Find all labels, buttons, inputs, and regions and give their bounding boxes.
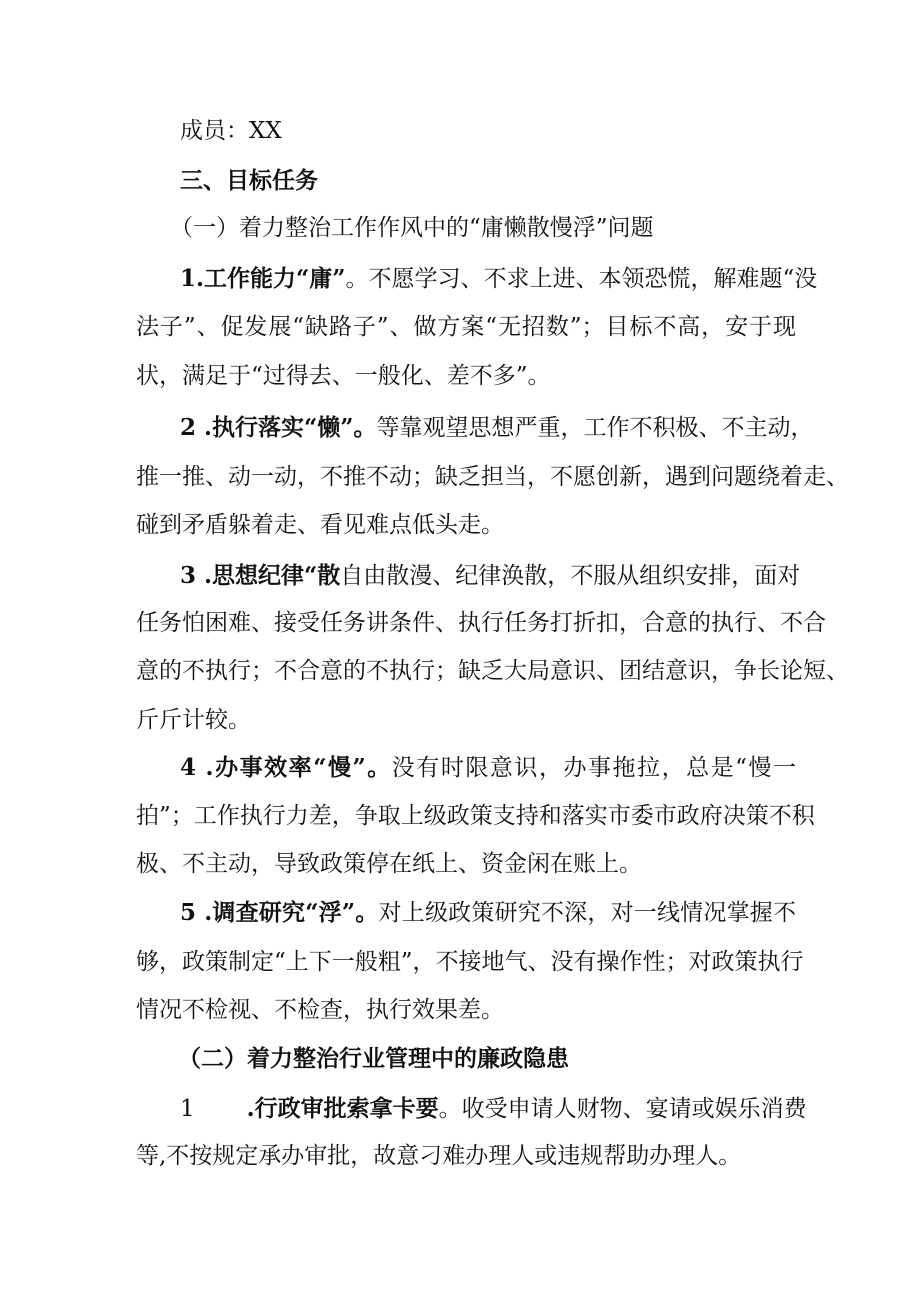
item-1-line-1: 1.工作能力“庸”。不愿学习、不求上进、本领恐慌，解难题“没 — [180, 265, 818, 292]
item-4-line-3: 极、不主动，导致政策停在纸上、资金闲在账上。 — [136, 851, 642, 877]
item-1-line-3: 状，满足于“过得去、一般化、差不多”。 — [136, 363, 551, 389]
item-3-line-1: 3 .思想纪律“散自由散漫、纪律涣散，不服从组织安排，面对 — [180, 562, 801, 589]
item-2-line-1: 2 .执行落实“懒”。等靠观望思想严重，工作不积极、不主动， — [180, 414, 814, 441]
sub2-item-number: 1 — [180, 1096, 195, 1122]
item-2-line-3: 碰到矛盾躲着走、看见难点低头走。 — [136, 512, 504, 538]
item-4-title: 4 .办事效率“慢”。 — [180, 754, 392, 781]
sub2-item-1-line-2: 等,不按规定承办审批，故意刁难办理人或违规帮助办理人。 — [136, 1143, 742, 1169]
item-1-line-2: 法子”、促发展“缺路子”、做方案“无招数”；目标不高，安于现 — [136, 314, 796, 340]
item-5-line-3: 情况不检视、不检查，执行效果差。 — [136, 997, 504, 1023]
item-3-line-2: 任务怕困难、接受任务讲条件、执行任务打折扣，合意的执行、不合 — [136, 610, 826, 636]
item-3-line-4: 斤斤计较。 — [136, 707, 251, 733]
item-4-line-2: 拍”；工作执行力差，争取上级政策支持和落实市委市政府决策不积 — [136, 803, 815, 829]
sub2-item-title: .行政审批索拿卡要 — [246, 1095, 439, 1122]
section-heading: 三、目标任务 — [180, 167, 318, 194]
item-5-line-1: 5 .调查研究“浮”。对上级政策研究不深，对一线情况掌握不 — [180, 899, 797, 926]
item-2-line-2: 推一推、动一动，不推不动；缺乏担当，不愿创新，遇到问题绕着走、 — [136, 464, 849, 490]
subsection-heading-2: （二）着力整治行业管理中的廉政隐患 — [178, 1045, 569, 1072]
member-line: 成员：XX — [180, 118, 282, 144]
item-2-title: 2 .执行落实“懒”。 — [180, 414, 377, 441]
item-3-line-3: 意的不执行；不合意的不执行；缺乏大局意识、团结意识，争长论短、 — [136, 658, 849, 684]
sub2-item-1-line-1: 1 .行政审批索拿卡要。收受申请人财物、宴请或娱乐消费 — [180, 1095, 807, 1122]
subsection-heading-1: （一）着力整治工作作风中的“庸懒散慢浮”问题 — [170, 215, 654, 241]
item-1-title: 1.工作能力“庸” — [180, 265, 346, 292]
item-3-title: 3 .思想纪律“散 — [180, 562, 341, 589]
item-5-title: 5 .调查研究“浮”。 — [180, 899, 379, 926]
item-5-line-2: 够，政策制定“上下一般粗”，不接地气、没有操作性；对政策执行 — [136, 949, 804, 975]
item-4-line-1: 4 .办事效率“慢”。没有时限意识，办事拖拉，总是“慢一 — [180, 754, 796, 781]
